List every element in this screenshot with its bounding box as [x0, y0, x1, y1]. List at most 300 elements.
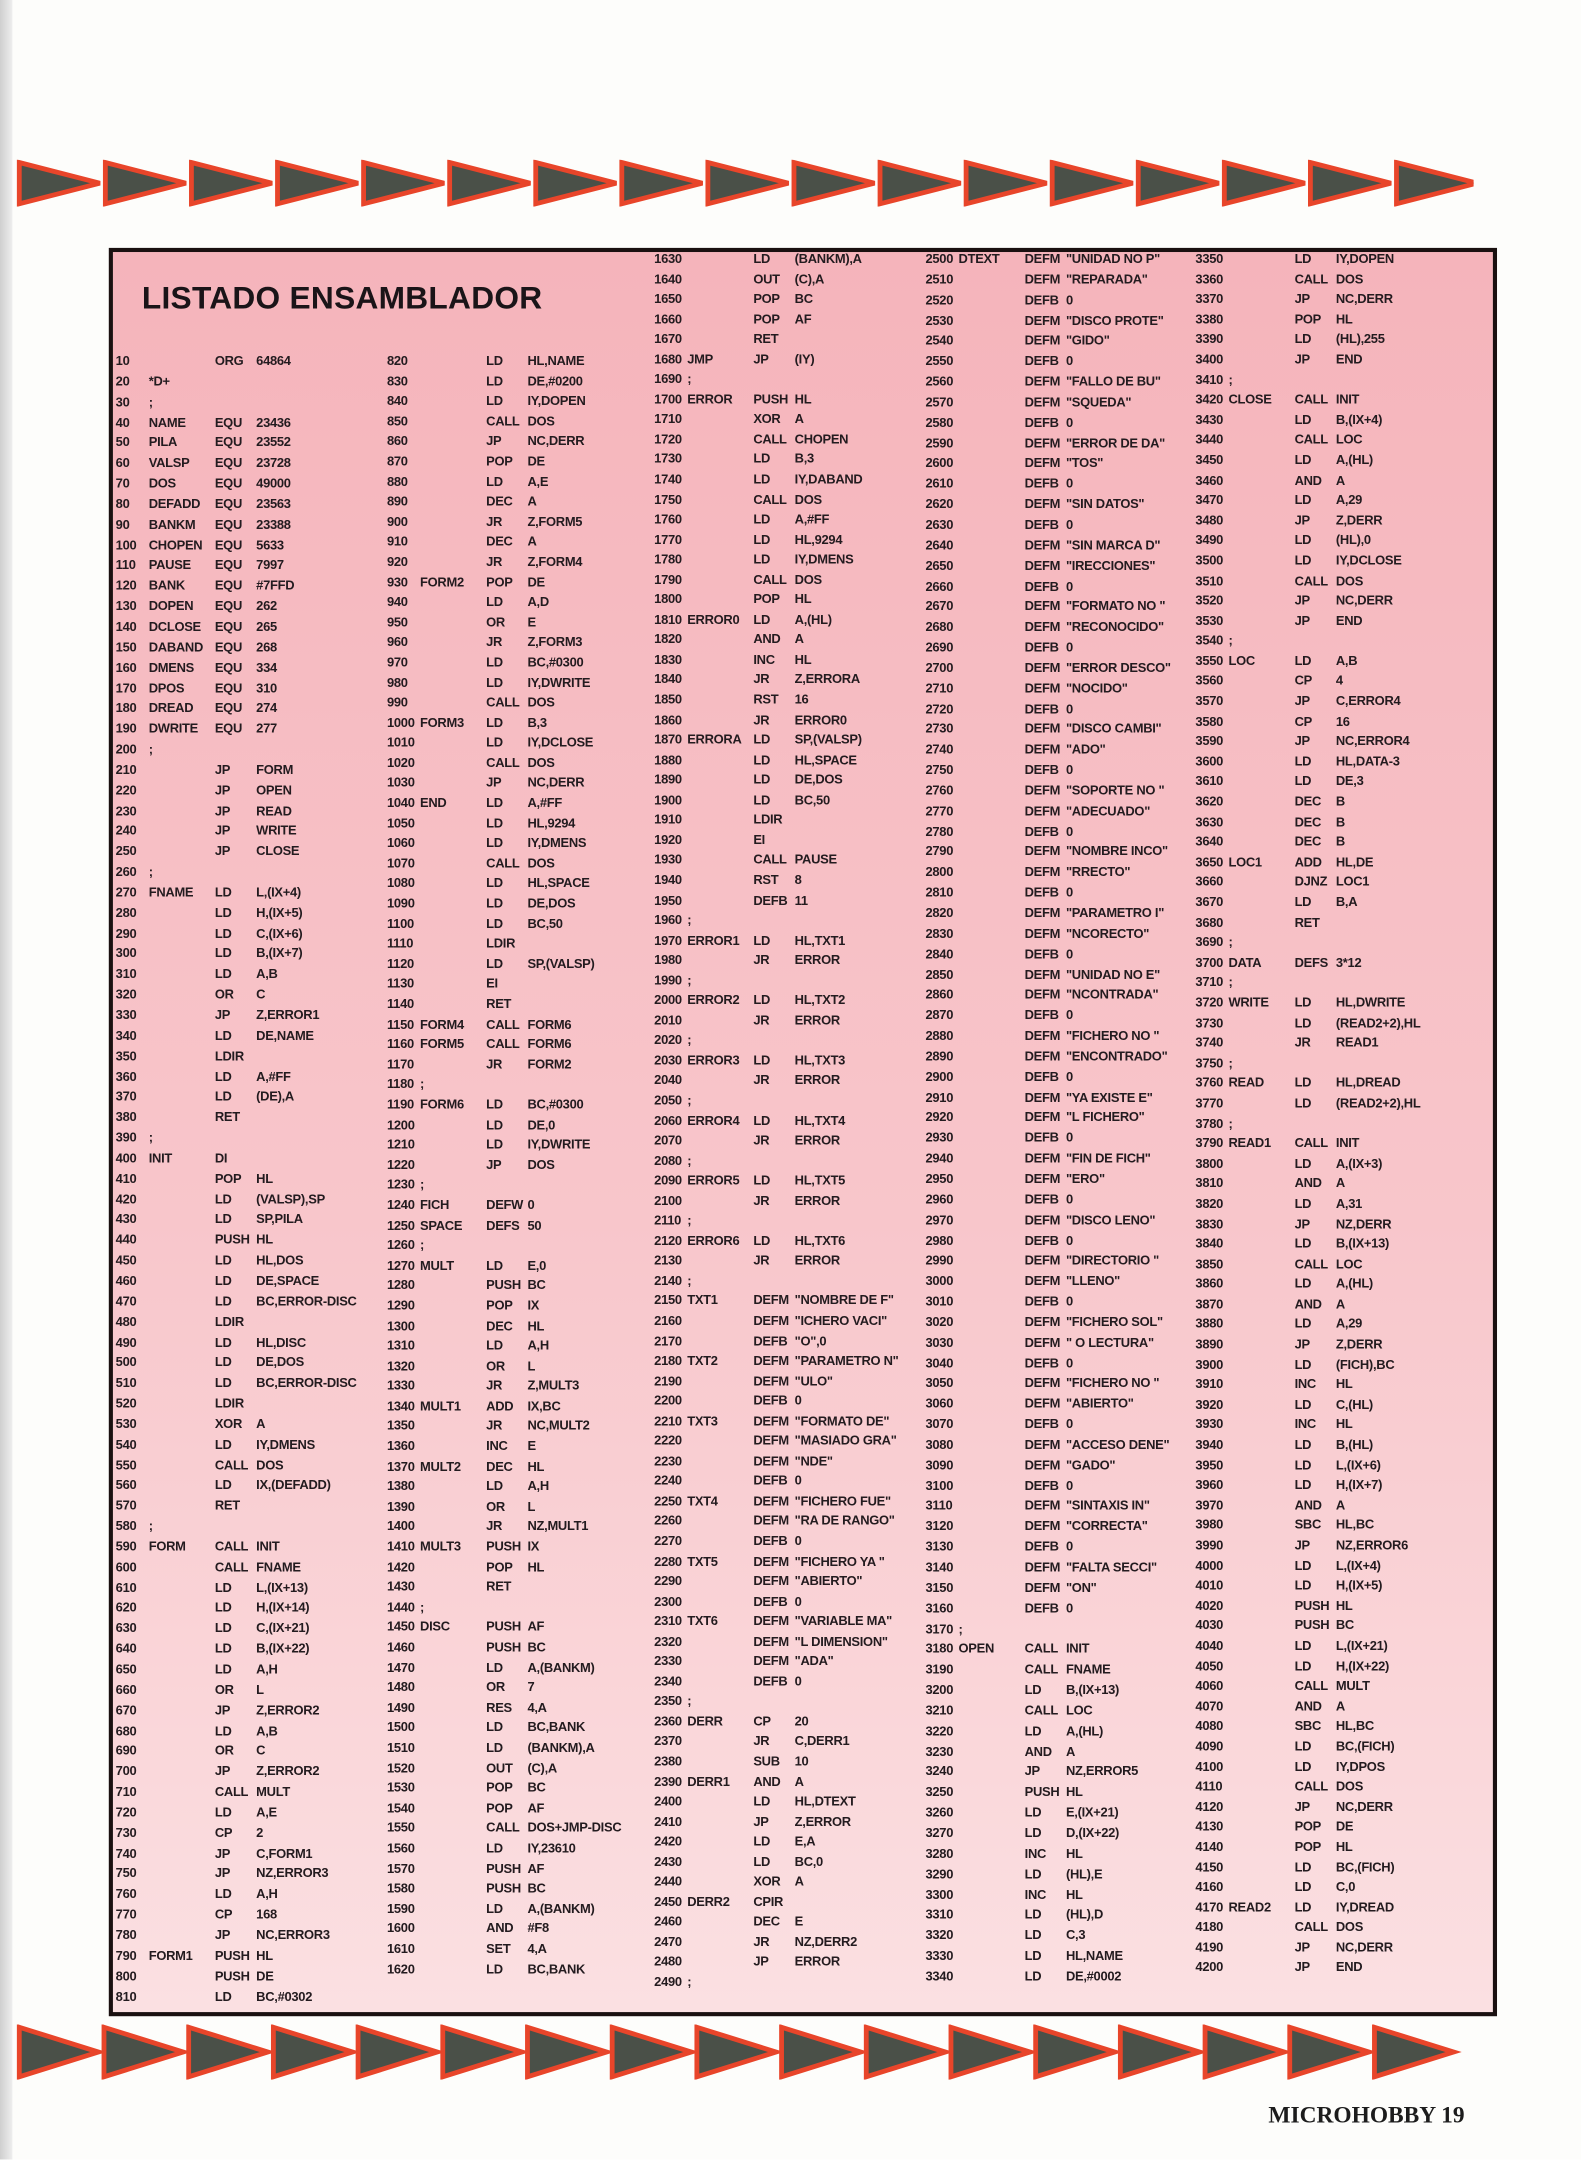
line-opcode: CALL	[1294, 572, 1328, 588]
line-opcode: LD	[486, 814, 503, 830]
line-number: 3480	[1195, 511, 1224, 528]
line-number: 2260	[654, 1512, 682, 1528]
line-number: 1490	[386, 1699, 415, 1715]
line-operand: "UNIDAD NO P"	[1065, 250, 1160, 266]
line-opcode: JP	[753, 1953, 769, 1969]
line-opcode: JP	[1294, 592, 1310, 608]
listing-line	[654, 1331, 918, 1351]
line-number: 3030	[925, 1334, 954, 1350]
listing-line	[654, 1551, 918, 1571]
line-operand: HL,DISC	[256, 1333, 306, 1349]
line-number: 3870	[1195, 1295, 1224, 1311]
line-number: 230	[115, 802, 137, 818]
line-opcode: DEFB	[1024, 577, 1059, 593]
line-operand: ERROR	[794, 1072, 840, 1088]
listing-line	[1195, 792, 1459, 812]
listing-line	[387, 1597, 651, 1617]
line-number: 470	[115, 1292, 137, 1309]
line-number: 2780	[925, 823, 954, 839]
listing-line	[1195, 430, 1459, 450]
line-number: 4150	[1195, 1858, 1224, 1874]
line-operand: (READ2+2),HL	[1335, 1014, 1421, 1030]
line-number: 880	[386, 473, 408, 489]
line-opcode: CALL	[753, 491, 787, 507]
listing-column-4	[925, 249, 1189, 1987]
line-opcode: LD	[1294, 1657, 1312, 1673]
line-opcode: DEFM	[1024, 863, 1061, 880]
line-opcode: JP	[1294, 612, 1310, 628]
listing-line	[1195, 1797, 1459, 1817]
arrow-icon	[708, 163, 789, 204]
line-label: MULT2	[420, 1457, 461, 1474]
listing-line	[925, 1701, 1189, 1721]
line-operand: C,0	[1335, 1878, 1356, 1894]
line-number: 1980	[654, 951, 682, 967]
line-operand: NC,DERR	[1335, 592, 1393, 608]
line-number: 4200	[1195, 1959, 1224, 1975]
line-number: 1650	[654, 290, 682, 306]
line-opcode: LD	[486, 1658, 503, 1675]
line-number: 3760	[1195, 1074, 1224, 1090]
listing-line	[1195, 571, 1459, 591]
line-number: 2670	[925, 598, 954, 614]
listing-line	[387, 1175, 651, 1195]
line-number: 240	[115, 822, 137, 838]
line-label: ERROR2	[687, 991, 740, 1008]
line-opcode: LD	[1294, 1898, 1312, 1914]
listing-line	[116, 1271, 380, 1291]
line-operand: HL,DWRITE	[1335, 994, 1406, 1010]
line-opcode: DEC	[486, 533, 513, 549]
line-number: 310	[115, 965, 137, 981]
line-opcode: LD	[1294, 411, 1312, 427]
line-opcode: DEFM	[1024, 536, 1061, 552]
line-number: 3200	[925, 1681, 954, 1697]
line-opcode: LD	[1294, 1577, 1312, 1593]
listing-line	[387, 411, 651, 431]
line-operand: ERROR	[794, 1192, 840, 1208]
line-operand: NC,ERROR3	[256, 1926, 330, 1942]
line-operand: OPEN	[256, 781, 292, 798]
line-label: NAME	[148, 413, 186, 430]
line-operand: CLOSE	[256, 843, 300, 859]
listing-line	[387, 1798, 651, 1818]
listing-line	[116, 576, 380, 596]
listing-line	[925, 658, 1189, 678]
line-label: ERRORA	[687, 731, 742, 747]
line-label: FORM5	[420, 1035, 464, 1052]
listing-line	[1195, 812, 1459, 832]
line-opcode: CALL	[214, 1538, 249, 1554]
line-opcode: LD	[214, 945, 232, 961]
line-operand: Z,ERROR2	[256, 1701, 320, 1717]
listing-line	[387, 1236, 651, 1256]
line-number: 2890	[925, 1047, 954, 1064]
listing-line	[387, 1919, 651, 1939]
line-label: FORM2	[420, 573, 464, 589]
listing-line	[925, 617, 1189, 637]
line-opcode: CALL	[1294, 391, 1328, 407]
line-number: 410	[115, 1170, 137, 1186]
line-number: 2110	[654, 1212, 682, 1228]
line-number: 3310	[925, 1906, 954, 1922]
listing-line	[116, 1516, 380, 1536]
line-label: READ	[1228, 1074, 1264, 1090]
listing-line	[387, 1838, 651, 1858]
listing-line	[116, 1782, 380, 1802]
line-number: 2750	[925, 761, 954, 777]
line-number: 4170	[1195, 1898, 1224, 1914]
listing-line	[1195, 752, 1459, 772]
line-number: 160	[115, 659, 137, 675]
line-operand: "GIDO"	[1065, 332, 1110, 348]
line-opcode: LD	[214, 1333, 232, 1349]
line-operand: BC	[527, 1880, 546, 1896]
line-number: 3280	[925, 1845, 954, 1861]
listing-line	[387, 1517, 651, 1537]
line-operand: "TOS"	[1065, 455, 1104, 471]
line-number: 2590	[925, 434, 954, 450]
line-opcode: SET	[486, 1940, 511, 1956]
line-opcode: LD	[1294, 1235, 1312, 1251]
line-opcode: PUSH	[1294, 1597, 1330, 1613]
listing-line	[387, 1316, 651, 1336]
listing-line	[1195, 269, 1459, 289]
arrow-icon	[19, 2027, 98, 2077]
line-opcode: POP	[214, 1170, 242, 1186]
line-opcode: DI	[214, 1149, 228, 1165]
arrow-icon	[866, 2027, 945, 2077]
line-number: 970	[386, 654, 408, 670]
listing-line	[387, 934, 651, 954]
line-number: 3470	[1195, 491, 1224, 507]
listing-line	[1195, 1073, 1459, 1093]
line-operand: B,3	[794, 450, 814, 467]
line-operand: "LLENO"	[1065, 1272, 1121, 1288]
line-operand: DOS	[527, 754, 555, 770]
line-number: 4000	[1195, 1557, 1224, 1573]
listing-line	[654, 1071, 918, 1091]
line-number: 660	[115, 1681, 137, 1697]
listing-line	[387, 1356, 651, 1376]
line-opcode: JP	[214, 822, 231, 838]
line-number: 2390	[654, 1773, 682, 1789]
line-number: 1780	[654, 551, 682, 567]
line-opcode: DEFM	[1024, 1252, 1061, 1268]
line-opcode: CP	[753, 1713, 771, 1729]
line-number: 1410	[386, 1538, 415, 1554]
line-number: 1860	[654, 711, 682, 727]
line-operand: DOS	[1335, 572, 1364, 588]
line-number: 2290	[654, 1572, 682, 1589]
line-opcode: EQU	[214, 434, 242, 450]
line-opcode: DEFB	[1024, 1191, 1059, 1207]
line-opcode: JR	[1294, 1034, 1311, 1050]
line-operand: HL,DTEXT	[794, 1793, 856, 1809]
line-number: 130	[115, 597, 137, 614]
listing-line	[925, 760, 1189, 780]
line-opcode: EQU	[214, 556, 242, 573]
line-opcode: LD	[1294, 331, 1312, 347]
listing-line	[1195, 591, 1459, 611]
line-number: 2610	[925, 475, 954, 491]
arrow-icon	[782, 2027, 861, 2077]
listing-line	[1195, 1556, 1459, 1576]
line-number: 3340	[925, 1967, 954, 1983]
line-label: ;	[687, 370, 692, 387]
line-opcode: DEFM	[1024, 986, 1061, 1002]
line-number: 320	[115, 986, 137, 1002]
line-operand: 23563	[256, 495, 291, 511]
line-opcode: DEFM	[1024, 1518, 1061, 1534]
line-operand: IY,DMENS	[527, 834, 587, 851]
listing-line	[925, 1415, 1189, 1435]
line-opcode: POP	[486, 453, 513, 469]
line-operand: "RRECTO"	[1065, 863, 1131, 880]
line-number: 2000	[654, 991, 682, 1008]
line-number: 1080	[386, 875, 415, 891]
listing-line	[116, 474, 380, 494]
line-operand: D,(IX+22)	[1065, 1824, 1120, 1840]
line-opcode: LD	[1294, 1074, 1312, 1090]
line-opcode: DEFB	[1024, 823, 1059, 839]
line-operand: IY,DMENS	[256, 1436, 315, 1452]
listing-line	[116, 1353, 380, 1373]
line-operand: "DIRECTORIO "	[1065, 1252, 1160, 1268]
line-number: 2530	[925, 311, 954, 328]
listing-line	[1195, 249, 1459, 269]
listing-line	[654, 269, 918, 289]
listing-line	[387, 1698, 651, 1718]
listing-line	[1195, 1093, 1459, 1113]
line-opcode: DEFM	[1024, 271, 1061, 287]
line-opcode: LD	[1294, 1315, 1312, 1332]
line-number: 2430	[654, 1853, 682, 1869]
line-opcode: LD	[214, 1987, 232, 2004]
line-opcode: LD	[1294, 1878, 1312, 1894]
line-opcode: JR	[486, 513, 503, 529]
line-number: 700	[115, 1763, 137, 1779]
line-operand: HL,BC	[1335, 1516, 1374, 1533]
line-operand: HL,NAME	[527, 352, 585, 368]
line-operand: INIT	[1335, 391, 1360, 407]
line-operand: 0	[1065, 639, 1073, 655]
line-number: 890	[386, 493, 408, 509]
line-number: 1660	[654, 310, 682, 326]
listing-line	[925, 1660, 1189, 1680]
listing-line	[1195, 892, 1459, 912]
line-number: 1610	[386, 1940, 415, 1956]
line-number: 4040	[1195, 1637, 1224, 1653]
listing-line	[1195, 1737, 1459, 1757]
line-opcode: LD	[486, 654, 503, 670]
listing-line	[1195, 732, 1459, 752]
line-opcode: LD	[214, 1660, 232, 1677]
line-number: 3590	[1195, 733, 1224, 749]
line-operand: 2	[256, 1824, 264, 1840]
line-opcode: LD	[214, 1354, 232, 1370]
line-opcode: POP	[486, 1799, 513, 1815]
line-opcode: LD	[214, 1068, 232, 1084]
line-label: LOC1	[1228, 853, 1262, 869]
listing-line	[654, 249, 918, 269]
line-operand: BC	[527, 1277, 546, 1293]
line-number: 440	[115, 1231, 137, 1247]
line-opcode: DEFM	[1024, 659, 1061, 675]
line-number: 4100	[1195, 1758, 1224, 1774]
line-opcode: JP	[1294, 511, 1310, 528]
listing-line	[1195, 611, 1459, 631]
line-number: 1130	[386, 975, 414, 991]
line-opcode: LD	[486, 372, 503, 388]
line-operand: "ENCONTRADO"	[1065, 1047, 1168, 1064]
listing-line	[1195, 1254, 1459, 1274]
arrow-band-top	[14, 160, 1474, 207]
arrow-icon	[1138, 163, 1219, 204]
line-number: 2100	[654, 1192, 682, 1208]
line-opcode: CALL	[486, 412, 520, 429]
listing-line	[925, 1292, 1189, 1312]
line-label: BANK	[148, 577, 185, 593]
listing-line	[925, 1578, 1189, 1598]
line-operand: DOS	[794, 491, 822, 507]
listing-line	[116, 699, 380, 719]
line-number: 2300	[654, 1592, 682, 1609]
arrow-icon	[1310, 163, 1391, 204]
line-number: 820	[386, 352, 408, 368]
line-operand: DOS	[527, 1156, 555, 1172]
line-opcode: JR	[486, 1377, 503, 1393]
line-opcode: DEFM	[1024, 904, 1061, 920]
line-number: 2270	[654, 1532, 682, 1548]
line-opcode: ORG	[214, 352, 244, 368]
line-opcode: JR	[753, 1933, 770, 1949]
line-number: 400	[115, 1149, 137, 1165]
listing-line	[116, 1741, 380, 1761]
line-number: 3790	[1195, 1134, 1224, 1151]
line-operand: 0	[1065, 414, 1073, 430]
listing-line	[654, 1572, 918, 1592]
line-operand: 310	[256, 679, 277, 695]
listing-line	[925, 1885, 1189, 1905]
line-opcode: XOR	[753, 410, 781, 427]
line-opcode: LD	[486, 1478, 503, 1494]
line-operand: B	[1335, 833, 1345, 849]
listing-line	[654, 349, 918, 369]
line-number: 3090	[925, 1456, 954, 1472]
line-number: 2480	[654, 1953, 682, 1969]
line-number: 1060	[386, 834, 415, 851]
line-number: 770	[115, 1906, 137, 1922]
line-number: 4120	[1195, 1798, 1224, 1814]
line-operand: "ICHERO VACI"	[794, 1312, 888, 1328]
line-number: 570	[115, 1497, 137, 1513]
line-number: 3830	[1195, 1215, 1224, 1231]
line-number: 930	[386, 573, 408, 589]
listing-line	[1195, 1495, 1459, 1515]
listing-line	[1195, 1536, 1459, 1556]
line-number: 3520	[1195, 592, 1224, 608]
line-opcode: LD	[1294, 1014, 1312, 1030]
listing-line	[654, 1131, 918, 1151]
line-number: 1530	[386, 1779, 415, 1795]
line-operand: H,(IX+7)	[1335, 1476, 1383, 1492]
line-opcode: LD	[1294, 1858, 1312, 1874]
line-opcode: DEFB	[1024, 945, 1059, 961]
line-opcode: OUT	[753, 270, 780, 286]
line-number: 3670	[1195, 893, 1224, 909]
line-operand: HL	[527, 1317, 545, 1333]
line-operand: E	[527, 613, 536, 629]
line-operand: "NOMBRE DE F"	[794, 1292, 894, 1308]
line-label: DATA	[1228, 954, 1262, 970]
line-operand: 11	[794, 891, 808, 907]
listing-line	[654, 710, 918, 730]
line-number: 290	[115, 924, 137, 941]
line-number: 1810	[654, 611, 682, 627]
line-number: 380	[115, 1108, 137, 1125]
line-opcode: LD	[1294, 1436, 1312, 1452]
listing-line	[116, 372, 380, 392]
line-number: 3600	[1195, 753, 1224, 769]
line-number: 3240	[925, 1763, 954, 1779]
line-number: 220	[115, 781, 137, 798]
listing-line	[1195, 1576, 1459, 1596]
listing-line	[387, 1215, 651, 1235]
line-opcode: LD	[486, 955, 503, 971]
line-operand: A,(HL)	[1065, 1722, 1104, 1738]
line-operand: LOC	[1335, 431, 1363, 447]
line-operand: (HL),E	[1065, 1865, 1103, 1881]
line-operand: "ADECUADO"	[1065, 802, 1151, 818]
line-opcode: DEFB	[1024, 516, 1059, 532]
line-operand: "FICHERO NO "	[1065, 1375, 1160, 1391]
listing-line	[654, 950, 918, 970]
listing-line	[387, 1939, 651, 1959]
line-opcode: DEFM	[1024, 741, 1061, 757]
listing-line	[387, 773, 651, 793]
listing-line	[925, 1435, 1189, 1455]
listing-line	[116, 1966, 380, 1986]
line-operand: "L FICHERO"	[1065, 1109, 1145, 1125]
line-number: 2230	[654, 1452, 682, 1468]
line-number: 3290	[925, 1865, 954, 1881]
listing-line	[1195, 450, 1459, 470]
line-number: 1640	[654, 270, 682, 286]
line-operand: A	[794, 1873, 804, 1889]
listing-line	[387, 472, 651, 492]
line-operand: IY,DOPEN	[527, 392, 586, 408]
line-number: 2700	[925, 659, 954, 675]
listing-title: LISTADO ENSAMBLADOR	[141, 279, 543, 316]
arrow-icon	[622, 163, 703, 204]
line-opcode: POP	[1294, 1818, 1322, 1834]
listing-line	[116, 862, 380, 882]
line-operand: "NCONTRADA"	[1065, 986, 1159, 1002]
listing-line	[925, 1680, 1189, 1700]
line-operand: DE,3	[1335, 773, 1364, 789]
line-operand: READ1	[1335, 1034, 1379, 1050]
line-operand: C,(IX+6)	[256, 924, 303, 941]
listing-line	[116, 617, 380, 637]
line-label: FNAME	[148, 884, 194, 900]
line-operand: "ADO"	[1065, 741, 1106, 757]
line-operand: NZ,MULT1	[527, 1518, 589, 1534]
line-operand: BC,(FICH)	[1335, 1858, 1395, 1874]
line-operand: L	[256, 1681, 264, 1697]
arrow-icon	[966, 163, 1047, 204]
line-number: 2800	[925, 863, 954, 880]
